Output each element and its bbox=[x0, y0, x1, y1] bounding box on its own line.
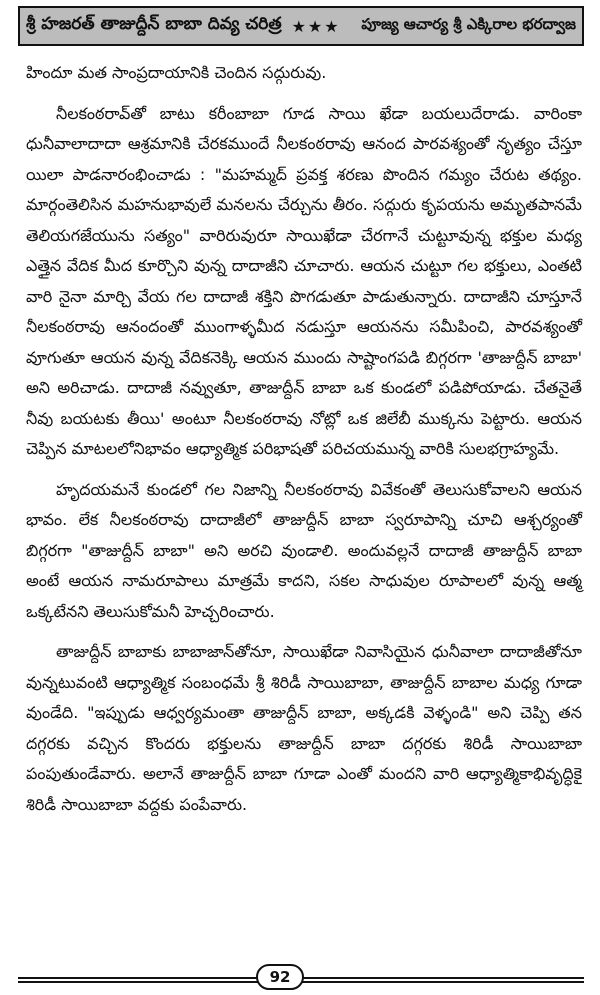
paragraph: నీలకంఠరావ్‌తో బాటు కరీంబాబా గూడ సాయి ఖేడా బయలుదేరాడు. వారింకా ధునీవాలాదాదా ఆశ్రమానికి చేరకముందే నీలకంఠరావు ఆనంద పారవశ్యంతో నృత్యం చేస్తూ యిలా పాడనారంభించాడు : "మహమ్మద్ ప్రవక్త శరణు పొందిన గమ్యం చేరుట తథ్యం. మార్గంతెలిసిన మహనుభావులే మనలను చేర్చును తీరం. సద్గురు కృపయను అమృతపానమే తెలియగజేయును సత్యం" వారిరువురూ సాయిఖేడా చేరగానే చుట్టూవున్న భక్తుల మధ్య ఎత్తైన వేదిక మీద కూర్చొని వున్న దాదాజీని చూచారు. ఆయన చుట్టూ గల భక్తులు, ఎంతటి వారి నైనా మార్చి వేయ గల దాదాజీ శక్తిని పొగడుతూ పాడుతున్నారు. దాదాజీని చూస్తూనే నీలకంఠరావు ఆనందంతో ముంగాళ్ళమీద నడుస్తూ ఆయనను సమీపించి, పారవశ్యంతో వూగుతూ ఆయన వున్న వేదికనెక్కి ఆయన ముందు సాష్టాంగపడి బిగ్గరగా 'తాజుద్దీన్ బాబా' అని అరిచాడు. దాదాజీ నవ్వుతూ, తాజుద్దీన్ బాబా ఒక కుండలో పడిపోయాడు. చేతనైతే నీవు బయటకు తీయి' అంటూ నీలకంఠరావు నోట్లో ఒక జిలేబీ ముక్కను పెట్టారు. ఆయన చెప్పిన మాటలలోనిభావం ఆధ్యాత్మిక పరిభాషతో పరిచయమున్న వారికి సులభగ్రాహ్యమే. bbox=[26, 103, 582, 458]
page-body bbox=[26, 58, 582, 820]
page-footer bbox=[18, 968, 584, 986]
star-ornament-icon: ★★★ bbox=[291, 16, 341, 36]
paragraph: హృదయమనే కుండలో గల నిజాన్ని నీలకంఠరావు వివేకంతో తెలుసుకోవాలని ఆయన భావం. లేక నీలకంఠరావు దాదాజీలో తాజుద్దీన్ బాబా స్వరూపాన్ని చూచి ఆశ్చర్యంతో బిగ్గరగా "తాజుద్దీన్ బాబా" అని అరచి వుండాలి. అందువల్లనే దాదాజీ తాజుద్దీన్ బాబా అంటే ఆయన నామరూపాలు మాత్రమే కాదని, సకల సాధువుల రూపాలలో వున్న ఆత్మ ఒక్కటేనని తెలుసుకోమనీ హెచ్చరించారు. bbox=[26, 479, 582, 621]
page-number: 92 bbox=[256, 964, 304, 990]
book-title: శ్రీ హజరత్ తాజుద్దీన్ బాబా దివ్య చరిత్ర bbox=[26, 14, 282, 34]
author-name: పూజ్య ఆచార్య శ్రీ ఎక్కిరాల భరద్వాజ bbox=[361, 15, 576, 33]
paragraph-continuation: హిందూ మత సాంప్రదాయానికి చెందిన సద్గురువు. bbox=[26, 63, 327, 82]
paragraph: తాజుద్దీన్ బాబాకు బాబాజాన్‌తోనూ, సాయిఖేడా నివాసియైన ధునీవాలా దాదాజీతోనూ వున్నటువంటి ఆధ్యాత్మిక సంబంధమే శ్రీ శిరిడీ సాయిబాబా, తాజుద్దీన్ బాబాల మధ్య గూడా వుండేది. "ఇప్పుడు ఆధ్వర్యమంతా తాజుద్దీన్ బాబా, అక్కడకి వెళ్ళండి" అని చెప్పి తన దగ్గరకు వచ్చిన కొందరు భక్తులను తాజుద్దీన్ బాబా దగ్గరకు శిరిడీ సాయిబాబా పంపుతుండేవారు. అలానే తాజుద్దీన్ బాబా గూడా ఎంతో మందని వారి ఆధ్యాత్మికాభివృద్ధికై శిరిడీ సాయిబాబా వద్దకు పంపేవారు. bbox=[26, 642, 582, 814]
running-header bbox=[18, 6, 584, 46]
